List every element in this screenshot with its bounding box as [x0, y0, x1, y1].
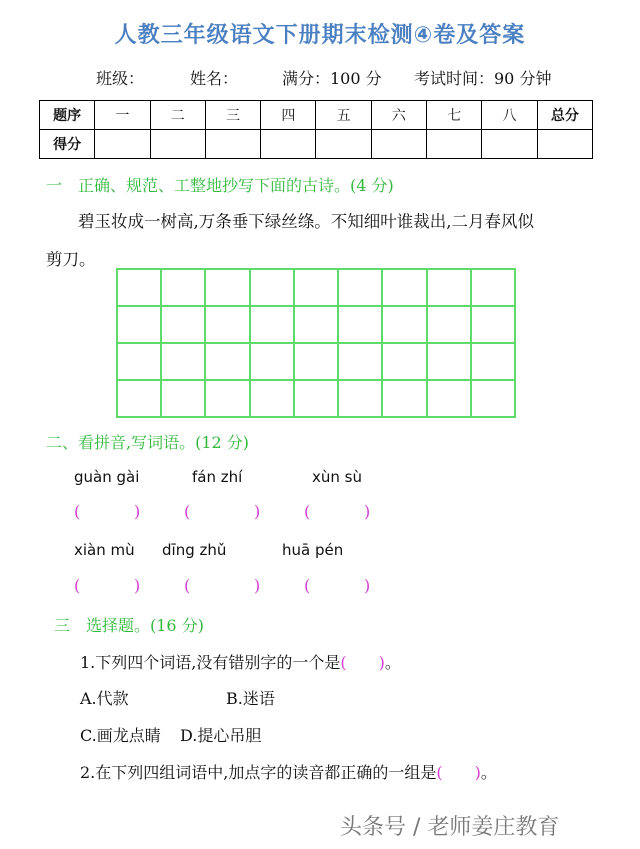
grid-cell[interactable] — [382, 306, 426, 343]
table-header-cell: 总分 — [537, 101, 592, 130]
section2-heading: 二、看拼音,写词语。(12 分) — [46, 433, 250, 452]
answer-paren-left: ( — [74, 576, 81, 595]
grid-cell[interactable] — [427, 306, 471, 343]
answer-paren-right: ) — [254, 576, 261, 595]
grid-cell[interactable] — [205, 269, 249, 306]
table-header-cell: 四 — [261, 101, 316, 130]
question-2-end: 。 — [480, 763, 497, 782]
table-header-cell: 二 — [150, 101, 205, 130]
grid-cell[interactable] — [338, 269, 382, 306]
score-table — [39, 100, 593, 159]
score-cell[interactable] — [261, 130, 316, 159]
grid-cell[interactable] — [427, 269, 471, 306]
grid-cell[interactable] — [471, 380, 515, 417]
grid-cell[interactable] — [117, 269, 161, 306]
grid-cell[interactable] — [117, 306, 161, 343]
grid-cell[interactable] — [205, 306, 249, 343]
writing-grid[interactable] — [116, 268, 516, 418]
table-header-cell: 题序 — [40, 101, 95, 130]
answer-paren-left: ( — [184, 502, 191, 521]
section3-heading: 三 选择题。(16 分) — [54, 616, 204, 635]
answer-paren: ( ) — [340, 653, 385, 672]
exam-time-label: 考试时间：90 分钟 — [414, 69, 552, 88]
pinyin-fan-zhi: fán zhí — [192, 468, 243, 486]
grid-cell[interactable] — [294, 269, 338, 306]
score-table-score-row — [40, 130, 593, 159]
grid-cell[interactable] — [294, 306, 338, 343]
answer-paren-right: ) — [364, 576, 371, 595]
score-cell[interactable] — [316, 130, 371, 159]
grid-cell[interactable] — [250, 306, 294, 343]
grid-cell[interactable] — [427, 343, 471, 380]
answer-paren-right: ) — [134, 502, 141, 521]
option-b: B.迷语 — [226, 689, 275, 708]
grid-cell[interactable] — [338, 343, 382, 380]
answer-paren: ( ) — [436, 763, 481, 782]
grid-cell[interactable] — [338, 306, 382, 343]
table-header-cell: 三 — [205, 101, 260, 130]
grid-cell[interactable] — [161, 380, 205, 417]
grid-cell[interactable] — [117, 380, 161, 417]
question-2-text: 2.在下列四组词语中,加点字的读音都正确的一组是 — [80, 763, 437, 782]
score-cell[interactable] — [205, 130, 260, 159]
poem-line-2: 剪刀。 — [46, 250, 96, 269]
grid-cell[interactable] — [205, 380, 249, 417]
class-label: 班级： — [96, 69, 145, 88]
pinyin-xun-su: xùn sù — [312, 468, 362, 486]
question-1-text: 1.下列四个词语,没有错别字的一个是 — [80, 653, 341, 672]
grid-cell[interactable] — [471, 306, 515, 343]
grid-cell[interactable] — [338, 380, 382, 417]
grid-cell[interactable] — [382, 343, 426, 380]
pinyin-ding-zhu: dīng zhǔ — [162, 541, 227, 559]
page-title: 人教三年级语文下册期末检测④卷及答案 — [114, 23, 526, 48]
score-table-header-row — [40, 101, 593, 130]
grid-cell[interactable] — [161, 269, 205, 306]
answer-paren-right: ) — [134, 576, 141, 595]
score-cell[interactable] — [150, 130, 205, 159]
answer-paren-left: ( — [74, 502, 81, 521]
grid-cell[interactable] — [427, 380, 471, 417]
grid-cell[interactable] — [471, 269, 515, 306]
answer-paren-left: ( — [184, 576, 191, 595]
grid-cell[interactable] — [117, 343, 161, 380]
grid-cell[interactable] — [382, 380, 426, 417]
grid-cell[interactable] — [250, 343, 294, 380]
answer-paren-right: ) — [254, 502, 261, 521]
option-a: A.代款 — [80, 689, 129, 708]
grid-cell[interactable] — [294, 380, 338, 417]
score-cell[interactable] — [482, 130, 537, 159]
table-header-cell: 一 — [95, 101, 150, 130]
grid-cell[interactable] — [294, 343, 338, 380]
answer-paren-left: ( — [304, 576, 311, 595]
score-cell[interactable] — [371, 130, 426, 159]
option-d: D.提心吊胆 — [180, 726, 262, 745]
pinyin-xian-mu: xiàn mù — [74, 541, 135, 559]
table-header-cell: 八 — [482, 101, 537, 130]
answer-paren-right: ) — [364, 502, 371, 521]
section1-heading: 一 正确、规范、工整地抄写下面的古诗。(4 分) — [46, 176, 394, 195]
option-c: C.画龙点睛 — [80, 726, 161, 745]
grid-cell[interactable] — [161, 343, 205, 380]
table-row-label: 得分 — [40, 130, 95, 159]
full-score-label: 满分：100 分 — [282, 69, 382, 88]
question-1-end: 。 — [384, 653, 401, 672]
poem-line-1: 碧玉妆成一树高,万条垂下绿丝绦。不知细叶谁裁出,二月春风似 — [78, 212, 534, 231]
score-cell[interactable] — [427, 130, 482, 159]
grid-cell[interactable] — [205, 343, 249, 380]
pinyin-hua-pen: huā pén — [282, 541, 344, 559]
score-cell[interactable] — [95, 130, 150, 159]
table-header-cell: 五 — [316, 101, 371, 130]
table-header-cell: 七 — [427, 101, 482, 130]
grid-cell[interactable] — [471, 343, 515, 380]
table-header-cell: 六 — [371, 101, 426, 130]
grid-cell[interactable] — [161, 306, 205, 343]
grid-cell[interactable] — [382, 269, 426, 306]
name-label: 姓名： — [190, 69, 239, 88]
grid-cell[interactable] — [250, 380, 294, 417]
question-2 — [80, 760, 497, 783]
question-1 — [80, 650, 401, 673]
watermark: 头条号 / 老师姜庄教育 — [340, 815, 560, 840]
pinyin-guan-gai: guàn gài — [74, 468, 140, 486]
score-cell[interactable] — [537, 130, 592, 159]
answer-paren-left: ( — [304, 502, 311, 521]
grid-cell[interactable] — [250, 269, 294, 306]
